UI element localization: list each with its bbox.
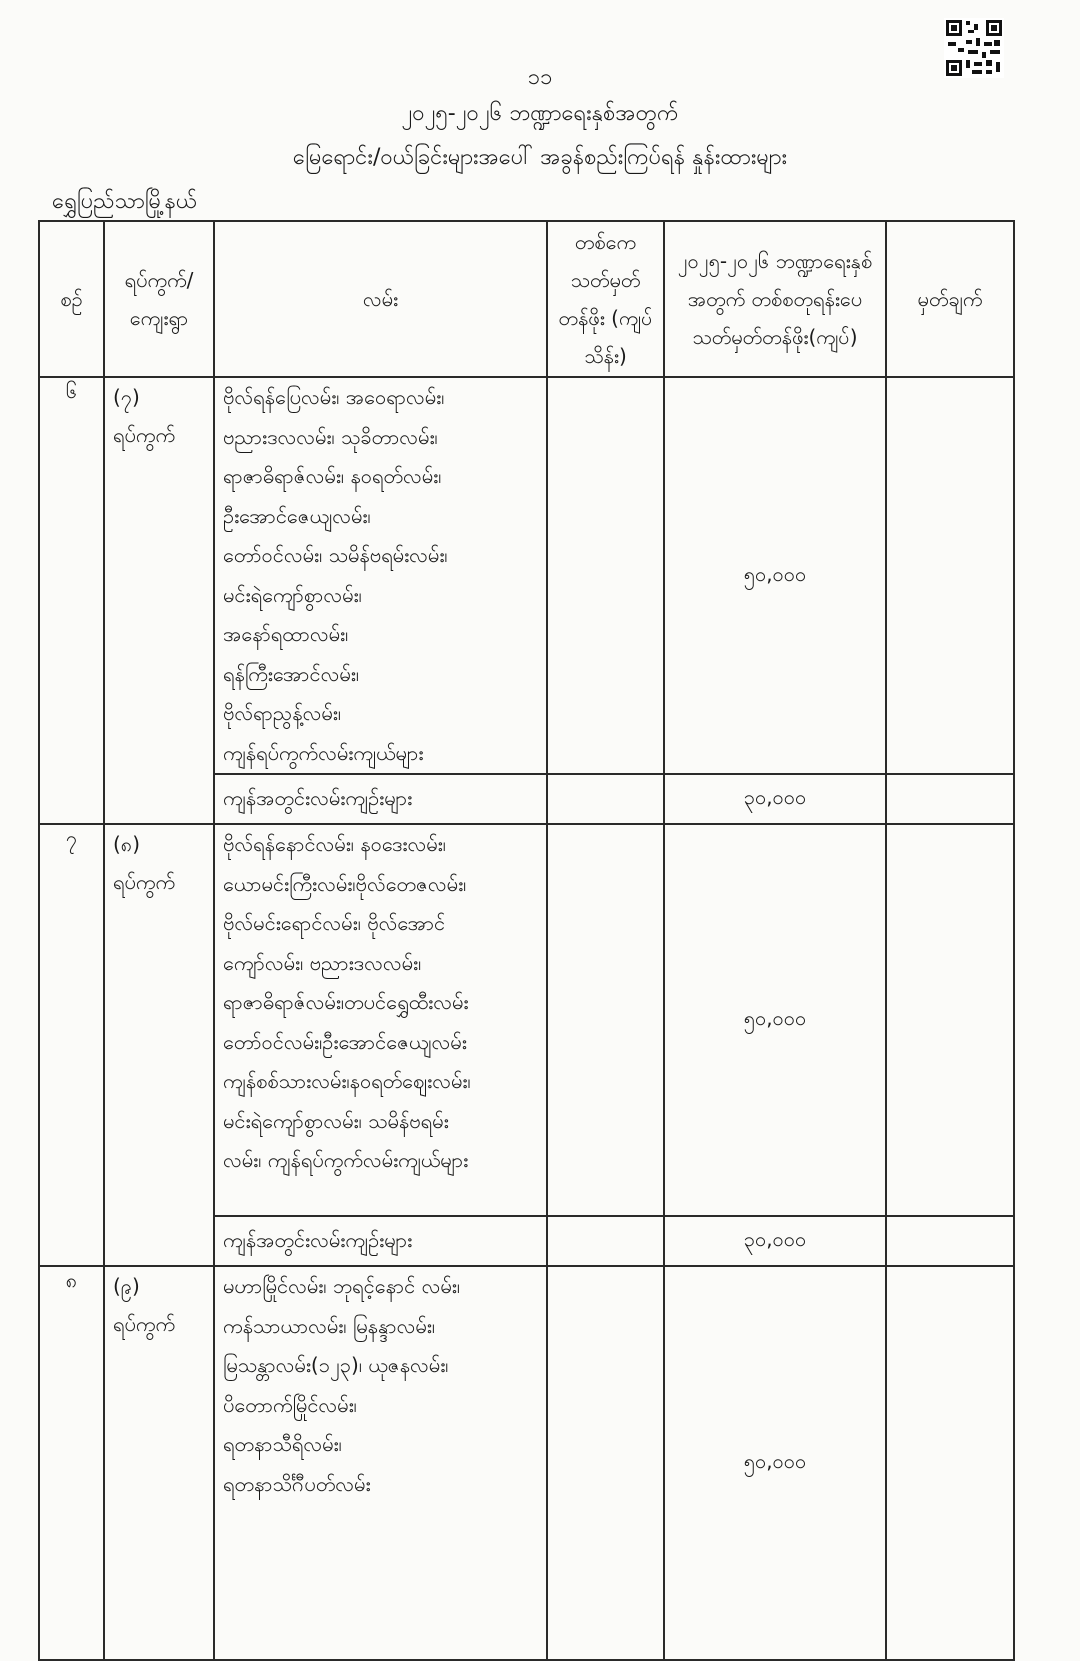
street-line: မြသန္တာလမ်း(၁၂၃)၊ ယုဇနလမ်း၊ [223,1353,449,1377]
remark-cell [886,824,1014,1216]
street-line: ရတနာသီရိလမ်း၊ [223,1432,342,1456]
street-line: ကျန်ရပ်ကွက်လမ်းကျယ်များ [223,740,424,765]
street-line: ရာဇာဓိရာဇ်လမ်း၊တပင်ရွှေထီးလမ်း [223,990,469,1014]
table-row [39,377,1014,774]
street-line: ဗိုလ်မင်းရောင်လမ်း၊ ဗိုလ်အောင် [223,911,446,935]
row-number: ၈ [39,1266,104,1660]
ward-name: ရပ်ကွက် [113,870,176,894]
remark-cell [886,377,1014,774]
street-line: မဟာမြိုင်လမ်း၊ ဘုရင့်နောင် လမ်း၊ [223,1274,461,1298]
street-line: တော်ဝင်လမ်း၊ဦးအောင်ဇေယျလမ်း [223,1029,467,1054]
street-line: ရန်ကြီးအောင်လမ်း၊ [223,661,360,686]
street-line: ကျန်စစ်သားလမ်း၊နဝရတ်ဈေးလမ်း၊ [223,1069,471,1093]
remark-cell [886,774,1014,824]
ward-number: (၉) [113,1274,140,1298]
street-line: ကျော်လမ်း၊ ဗညားဒလလမ်း၊ [223,950,422,975]
row-number: ၆ [39,377,104,824]
tax-cell [547,774,664,824]
header-street: လမ်း [214,221,547,377]
street-line: ဗိုလ်ရန်ပြေလမ်း၊ အဝေရာလမ်း၊ [223,385,445,409]
ward-cell [104,377,214,824]
rate-value: ၅၀,၀၀၀ [664,824,886,1216]
street-line: ရာဇာဓိရာဇ်လမ်း၊ နဝရတ်လမ်း၊ [223,464,442,488]
ward-name: ရပ်ကွက် [113,423,176,447]
sub-street-label: ကျန်အတွင်းလမ်းကျဉ်းများ [214,1216,547,1266]
ward-cell [104,824,214,1266]
street-line: ဗိုလ်ရန်နောင်လမ်း၊ နဝဒေးလမ်း၊ [223,832,446,856]
tax-cell [547,1266,664,1660]
rate-value: ၅၀,၀၀၀ [664,1266,886,1660]
street-line: ရတနာသိင်္ဂီပတ်လမ်း [223,1471,371,1496]
tax-cell [547,1216,664,1266]
street-line: မင်းရဲကျော်စွာလမ်း၊ [223,582,362,607]
street-line: ဗိုလ်ရာညွန့်လမ်း၊ [223,701,341,725]
header-no: စဉ် [39,221,104,377]
ward-cell [104,1266,214,1660]
sub-street-label: ကျန်အတွင်းလမ်းကျဉ်းများ [214,774,547,824]
document-subtitle: မြေရောင်း/ဝယ်ခြင်းများအပေါ် အခွန်စည်းကြပ်ရန် နှုန်းထားများ [292,145,788,170]
street-list [214,1266,547,1660]
row-number: ၇ [39,824,104,1266]
rate-value: ၅၀,၀၀၀ [664,377,886,774]
ward-name: ရပ်ကွက် [113,1312,176,1336]
street-line: ပိတောက်မြိုင်လမ်း၊ [223,1392,357,1417]
street-line: အနော်ရထာလမ်း၊ [223,622,349,646]
tax-cell [547,824,664,1216]
table-row [39,1266,1014,1660]
rate-value: ၃၀,၀၀၀ [664,1216,886,1266]
street-line: လမ်း၊ ကျန်ရပ်ကွက်လမ်းကျယ်များ [223,1148,469,1172]
street-list [214,824,547,1216]
street-line: ယောမင်းကြီးလမ်း၊ဗိုလ်တေဇလမ်း၊ [223,871,467,896]
header-rate-per-sqft: ၂၀၂၅-၂၀၂၆ ဘဏ္ဍာရေးနှစ်အတွက် တစ်စတုရန်းပေ သတ်မှတ်တန်ဖိုး(ကျပ်) [664,221,886,377]
rate-value: ၃၀,၀၀၀ [664,774,886,824]
street-line: ဗညားဒလလမ်း၊ သုခိတာလမ်း၊ [223,424,438,449]
tax-cell [547,377,664,774]
township-heading: ရွှေပြည်သာမြို့နယ် [52,189,198,214]
street-line: ကန်သာယာလမ်း၊ မြနန္ဒာလမ်း၊ [223,1313,436,1338]
remark-cell [886,1266,1014,1660]
qr-code-icon [944,18,1004,78]
table-row [39,824,1014,1216]
ward-number: (၈) [113,832,141,856]
street-line: တော်ဝင်လမ်း၊ သမိန်ဗရမ်းလမ်း၊ [223,543,448,567]
header-remark: မှတ်ချက် [886,221,1014,377]
header-tax-per-cycle: တစ်ကေ သတ်မှတ် တန်ဖိုး (ကျပ်သိန်း) [547,221,664,377]
street-list [214,377,547,774]
street-line: မင်းရဲကျော်စွာလမ်း၊ သမိန်ဗရမ်း [223,1108,449,1133]
table-header-row [39,221,1014,377]
street-line: ဦးအောင်ဇေယျလမ်း၊ [223,503,371,528]
page-number: ၁၁ [527,65,553,90]
remark-cell [886,1216,1014,1266]
ward-number: (၇) [113,385,140,409]
fee-rate-table [38,220,1015,1661]
header-ward: ရပ်ကွက်/ ကျေးရွာ [104,221,214,377]
document-title: ၂၀၂၅-၂၀၂၆ ဘဏ္ဍာရေးနှစ်အတွက် [401,101,679,126]
